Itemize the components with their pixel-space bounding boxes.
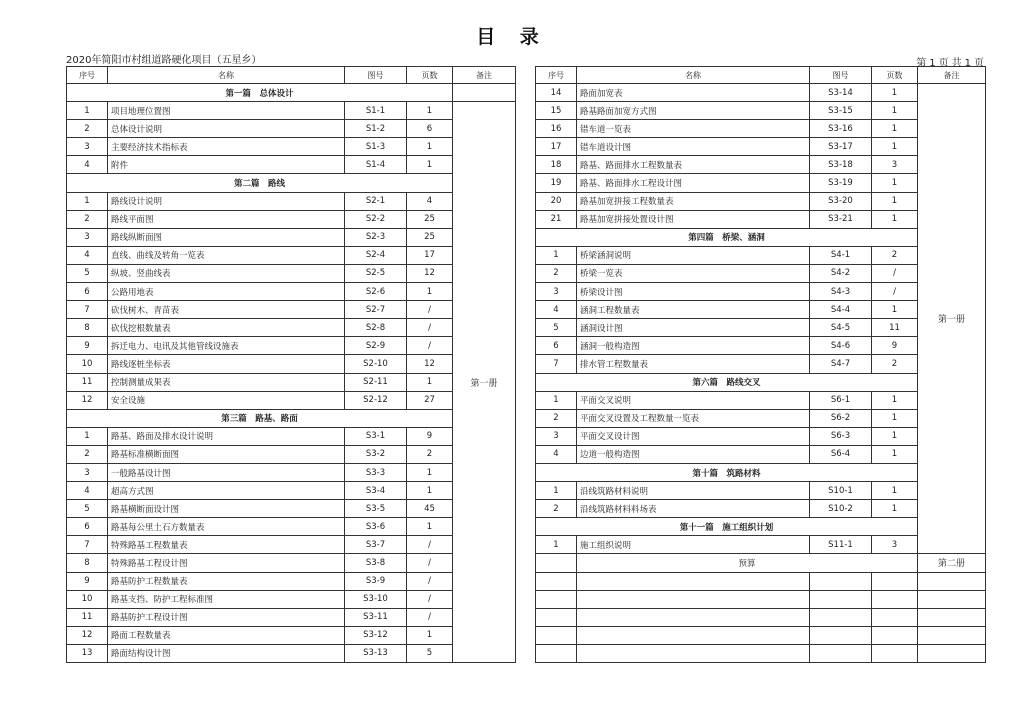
- header-code: 图号: [810, 67, 872, 84]
- row-no: 1: [536, 246, 577, 264]
- row-code: S2-8: [345, 319, 407, 337]
- row-no: 2: [67, 120, 108, 138]
- row-no: 10: [67, 590, 108, 608]
- row-name: 特殊路基工程数量表: [108, 536, 345, 554]
- row-code: S3-4: [345, 482, 407, 500]
- row-name: 路基支挡、防护工程标准图: [108, 590, 345, 608]
- row-no: [536, 626, 577, 644]
- row-pages: 1: [872, 482, 918, 500]
- row-note: 第一册: [453, 102, 516, 663]
- row-no: 9: [67, 572, 108, 590]
- row-pages: 1: [407, 518, 453, 536]
- row-name: 路线设计说明: [108, 192, 345, 210]
- row-code: S3-13: [345, 644, 407, 662]
- section-row: [67, 174, 516, 192]
- section-title: 第四篇 桥梁、涵洞: [536, 228, 918, 246]
- row-note: [453, 84, 516, 102]
- row-code: S2-7: [345, 301, 407, 319]
- row-note: [918, 572, 986, 590]
- row-no: 3: [536, 283, 577, 301]
- row-name: 路面加宽表: [577, 84, 810, 102]
- row-pages: 1: [407, 102, 453, 120]
- row-pages: 1: [872, 500, 918, 518]
- section-row: [67, 409, 516, 427]
- row-code: S3-2: [345, 445, 407, 463]
- table-row: [67, 427, 516, 445]
- row-no: 1: [67, 192, 108, 210]
- row-no: 13: [67, 644, 108, 662]
- row-name: 路面结构设计图: [108, 644, 345, 662]
- row-code: S3-11: [345, 608, 407, 626]
- row-name: 桥梁涵洞说明: [577, 246, 810, 264]
- row-name: 错车道设计图: [577, 138, 810, 156]
- row-code: S3-19: [810, 174, 872, 192]
- row-no: 20: [536, 192, 577, 210]
- row-name: 路基每公里土石方数量表: [108, 518, 345, 536]
- row-no: [536, 644, 577, 662]
- row-code: S1-2: [345, 120, 407, 138]
- row-no: 12: [67, 391, 108, 409]
- row-code: S2-4: [345, 246, 407, 264]
- row-pages: 25: [407, 228, 453, 246]
- row-code: S4-5: [810, 319, 872, 337]
- table-row: [67, 138, 516, 156]
- table-row: [67, 337, 516, 355]
- row-code: [810, 644, 872, 662]
- row-code: S6-3: [810, 427, 872, 445]
- row-pages: 4: [407, 192, 453, 210]
- header-note: 备注: [918, 67, 986, 84]
- row-code: S2-1: [345, 192, 407, 210]
- row-name: 桥梁一览表: [577, 264, 810, 282]
- row-pages: 11: [872, 319, 918, 337]
- row-name: 路基、路面排水工程数量表: [577, 156, 810, 174]
- row-code: S6-1: [810, 391, 872, 409]
- row-no: [536, 608, 577, 626]
- row-name: 沿线筑路材料说明: [577, 482, 810, 500]
- table-row: [67, 518, 516, 536]
- row-note: [918, 590, 986, 608]
- row-name: 边道一般构造图: [577, 445, 810, 463]
- section-title: 第一篇 总体设计: [67, 84, 453, 102]
- table-row: [67, 572, 516, 590]
- row-name: 一般路基设计图: [108, 463, 345, 481]
- row-name: 路线平面图: [108, 210, 345, 228]
- row-no: [536, 572, 577, 590]
- row-pages: [872, 626, 918, 644]
- row-pages: /: [872, 283, 918, 301]
- row-code: S2-3: [345, 228, 407, 246]
- row-name: 特殊路基工程设计图: [108, 554, 345, 572]
- table-row: [67, 246, 516, 264]
- row-pages: 6: [407, 120, 453, 138]
- table-row: [67, 373, 516, 391]
- row-code: S3-20: [810, 192, 872, 210]
- header-code: 图号: [345, 67, 407, 84]
- row-name: 路线纵断面图: [108, 228, 345, 246]
- row-pages: /: [407, 572, 453, 590]
- row-name: 平面交叉设计图: [577, 427, 810, 445]
- row-pages: 1: [872, 301, 918, 319]
- row-no: 2: [536, 264, 577, 282]
- table-row: [536, 572, 986, 590]
- row-pages: 1: [872, 138, 918, 156]
- row-pages: 27: [407, 391, 453, 409]
- row-name: 桥梁设计图: [577, 283, 810, 301]
- row-code: S3-21: [810, 210, 872, 228]
- row-no: 18: [536, 156, 577, 174]
- table-header: [67, 67, 516, 84]
- row-no: 5: [67, 264, 108, 282]
- row-name: 直线、曲线及转角一览表: [108, 246, 345, 264]
- section-title: 第三篇 路基、路面: [67, 409, 453, 427]
- table-row: [67, 500, 516, 518]
- table-row: [67, 482, 516, 500]
- table-row: [67, 264, 516, 282]
- project-name: 2020年简阳市村组道路硬化项目（五星乡）: [66, 55, 262, 66]
- row-no: 3: [536, 427, 577, 445]
- row-note: [918, 608, 986, 626]
- row-no: 2: [536, 500, 577, 518]
- row-code: S10-1: [810, 482, 872, 500]
- row-pages: 2: [872, 246, 918, 264]
- row-pages: 5: [407, 644, 453, 662]
- row-pages: 3: [872, 536, 918, 554]
- row-no: 7: [67, 301, 108, 319]
- row-code: S1-4: [345, 156, 407, 174]
- table-row: [536, 608, 986, 626]
- table-row: [67, 391, 516, 409]
- page-info: 第 1 页 共 1 页: [916, 58, 984, 69]
- row-code: S4-1: [810, 246, 872, 264]
- header-no: 序号: [536, 67, 577, 84]
- row-name: 超高方式图: [108, 482, 345, 500]
- row-name: 路基标准横断面图: [108, 445, 345, 463]
- row-pages: 1: [872, 409, 918, 427]
- row-pages: /: [407, 554, 453, 572]
- table-row: [536, 644, 986, 662]
- row-no: 6: [67, 283, 108, 301]
- row-name: 公路用地表: [108, 283, 345, 301]
- row-pages: /: [407, 337, 453, 355]
- row-name: 项目地理位置图: [108, 102, 345, 120]
- row-code: S3-12: [345, 626, 407, 644]
- row-no: 11: [67, 608, 108, 626]
- row-no: 1: [536, 482, 577, 500]
- row-name: 主要经济技术指标表: [108, 138, 345, 156]
- row-pages: 25: [407, 210, 453, 228]
- row-code: S3-5: [345, 500, 407, 518]
- row-no: 17: [536, 138, 577, 156]
- row-pages: 1: [407, 156, 453, 174]
- row-pages: 12: [407, 355, 453, 373]
- row-name: 涵洞工程数量表: [577, 301, 810, 319]
- row-pages: /: [407, 319, 453, 337]
- row-name: 路基横断面设计图: [108, 500, 345, 518]
- table-row: [67, 463, 516, 481]
- row-code: [810, 608, 872, 626]
- row-note: [918, 644, 986, 662]
- row-code: S2-9: [345, 337, 407, 355]
- row-name: 拆迁电力、电讯及其他管线设施表: [108, 337, 345, 355]
- row-name: 纵坡、竖曲线表: [108, 264, 345, 282]
- table-row: [67, 156, 516, 174]
- row-pages: [872, 608, 918, 626]
- table-row: [67, 120, 516, 138]
- row-no: 16: [536, 120, 577, 138]
- row-name: [577, 608, 810, 626]
- row-no: 8: [67, 319, 108, 337]
- row-name: 路基防护工程设计图: [108, 608, 345, 626]
- row-no: 3: [67, 463, 108, 481]
- row-pages: 1: [872, 445, 918, 463]
- table-row: [536, 84, 986, 102]
- row-no: 3: [67, 138, 108, 156]
- row-pages: [872, 644, 918, 662]
- row-pages: 1: [872, 174, 918, 192]
- row-pages: 1: [872, 210, 918, 228]
- row-no: [536, 554, 577, 572]
- table-row: [67, 554, 516, 572]
- left-contents-table: [66, 66, 516, 663]
- section-title: 第六篇 路线交叉: [536, 373, 918, 391]
- row-name: 路基防护工程数量表: [108, 572, 345, 590]
- row-pages: 1: [407, 482, 453, 500]
- section-title: 第十篇 筑路材料: [536, 463, 918, 481]
- row-code: S3-18: [810, 156, 872, 174]
- row-code: S3-16: [810, 120, 872, 138]
- row-name: 沿线筑路材料料场表: [577, 500, 810, 518]
- row-no: 5: [67, 500, 108, 518]
- row-code: S3-7: [345, 536, 407, 554]
- table-row: [67, 283, 516, 301]
- row-code: S2-2: [345, 210, 407, 228]
- row-no: 21: [536, 210, 577, 228]
- page-title: 目 录: [476, 26, 548, 48]
- row-name: 路基、路面排水工程设计图: [577, 174, 810, 192]
- row-code: S3-17: [810, 138, 872, 156]
- table-row: [67, 644, 516, 662]
- row-no: 2: [536, 409, 577, 427]
- row-code: S3-10: [345, 590, 407, 608]
- row-code: S4-7: [810, 355, 872, 373]
- row-no: 4: [536, 301, 577, 319]
- row-name: 排水管工程数量表: [577, 355, 810, 373]
- row-code: S3-14: [810, 84, 872, 102]
- row-no: 15: [536, 102, 577, 120]
- table-row: [67, 102, 516, 120]
- row-no: 5: [536, 319, 577, 337]
- row-no: 7: [67, 536, 108, 554]
- row-no: 1: [67, 102, 108, 120]
- row-no: 14: [536, 84, 577, 102]
- row-pages: 1: [407, 463, 453, 481]
- row-name: 附件: [108, 156, 345, 174]
- row-pages: 45: [407, 500, 453, 518]
- table-row: [67, 445, 516, 463]
- header-name: 名称: [577, 67, 810, 84]
- row-name: 控制测量成果表: [108, 373, 345, 391]
- row-no: 4: [67, 156, 108, 174]
- row-name: 预算: [577, 554, 918, 572]
- row-name: 砍伐树木、青苗表: [108, 301, 345, 319]
- row-code: S2-11: [345, 373, 407, 391]
- row-name: [577, 644, 810, 662]
- row-name: 砍伐挖根数量表: [108, 319, 345, 337]
- row-no: 4: [536, 445, 577, 463]
- row-no: 10: [67, 355, 108, 373]
- row-code: S2-6: [345, 283, 407, 301]
- table-row: [536, 554, 986, 572]
- row-code: S3-3: [345, 463, 407, 481]
- row-name: 安全设施: [108, 391, 345, 409]
- table-row: [67, 319, 516, 337]
- row-pages: 17: [407, 246, 453, 264]
- row-name: 平面交叉说明: [577, 391, 810, 409]
- table-row: [67, 228, 516, 246]
- row-pages: 1: [407, 138, 453, 156]
- row-no: 6: [536, 337, 577, 355]
- row-name: 路基加宽拼接工程数量表: [577, 192, 810, 210]
- row-pages: 12: [407, 264, 453, 282]
- row-pages: [872, 572, 918, 590]
- row-pages: /: [407, 536, 453, 554]
- row-code: S4-2: [810, 264, 872, 282]
- row-code: S1-1: [345, 102, 407, 120]
- row-name: 路基路面加宽方式图: [577, 102, 810, 120]
- row-note: 第二册: [918, 554, 986, 572]
- row-code: S3-9: [345, 572, 407, 590]
- row-pages: 2: [872, 355, 918, 373]
- row-no: 11: [67, 373, 108, 391]
- row-pages: 1: [872, 391, 918, 409]
- row-name: 施工组织说明: [577, 536, 810, 554]
- section-title: 第十一篇 施工组织计划: [536, 518, 918, 536]
- table-row: [67, 210, 516, 228]
- table-row: [67, 355, 516, 373]
- row-pages: /: [407, 301, 453, 319]
- row-no: 9: [67, 337, 108, 355]
- row-name: [577, 626, 810, 644]
- row-no: 1: [536, 391, 577, 409]
- row-no: 7: [536, 355, 577, 373]
- row-pages: 1: [407, 626, 453, 644]
- header-no: 序号: [67, 67, 108, 84]
- table-row: [67, 192, 516, 210]
- row-code: S1-3: [345, 138, 407, 156]
- row-code: S3-15: [810, 102, 872, 120]
- row-code: S10-2: [810, 500, 872, 518]
- row-pages: 1: [872, 102, 918, 120]
- row-no: 8: [67, 554, 108, 572]
- row-name: 错车道一览表: [577, 120, 810, 138]
- table-row: [536, 590, 986, 608]
- row-no: 2: [67, 210, 108, 228]
- row-code: [810, 626, 872, 644]
- row-name: 涵洞设计图: [577, 319, 810, 337]
- row-pages: 1: [872, 120, 918, 138]
- row-pages: [872, 590, 918, 608]
- table-row: [67, 536, 516, 554]
- table-row: [67, 590, 516, 608]
- row-name: 路面工程数量表: [108, 626, 345, 644]
- row-name: 路线逐桩坐标表: [108, 355, 345, 373]
- row-name: 总体设计说明: [108, 120, 345, 138]
- row-no: 19: [536, 174, 577, 192]
- row-pages: /: [872, 264, 918, 282]
- right-contents-table: [535, 66, 986, 663]
- table-row: [67, 301, 516, 319]
- row-code: [810, 572, 872, 590]
- row-no: 12: [67, 626, 108, 644]
- header-note: 备注: [453, 67, 516, 84]
- row-no: 1: [67, 427, 108, 445]
- row-name: 路基加宽拼接处置设计图: [577, 210, 810, 228]
- section-row: [67, 84, 516, 102]
- row-code: S4-6: [810, 337, 872, 355]
- header-pages: 页数: [872, 67, 918, 84]
- row-code: S3-8: [345, 554, 407, 572]
- row-code: S4-4: [810, 301, 872, 319]
- row-note: 第一册: [918, 84, 986, 554]
- row-pages: 1: [407, 373, 453, 391]
- row-code: S3-6: [345, 518, 407, 536]
- row-pages: 2: [407, 445, 453, 463]
- row-pages: 3: [872, 156, 918, 174]
- row-code: S6-4: [810, 445, 872, 463]
- row-no: 6: [67, 518, 108, 536]
- row-pages: 1: [407, 283, 453, 301]
- table-header: [536, 67, 986, 84]
- row-pages: 9: [872, 337, 918, 355]
- row-code: S3-1: [345, 427, 407, 445]
- row-code: S6-2: [810, 409, 872, 427]
- row-note: [918, 626, 986, 644]
- row-pages: 1: [872, 192, 918, 210]
- table-row: [67, 626, 516, 644]
- row-code: S2-12: [345, 391, 407, 409]
- row-name: 路基、路面及排水设计说明: [108, 427, 345, 445]
- row-no: 4: [67, 482, 108, 500]
- row-pages: /: [407, 590, 453, 608]
- row-pages: /: [407, 608, 453, 626]
- row-no: 2: [67, 445, 108, 463]
- row-name: [577, 572, 810, 590]
- row-name: [577, 590, 810, 608]
- table-row: [67, 608, 516, 626]
- row-pages: 9: [407, 427, 453, 445]
- header-pages: 页数: [407, 67, 453, 84]
- section-title: 第二篇 路线: [67, 174, 453, 192]
- header-name: 名称: [108, 67, 345, 84]
- row-no: 3: [67, 228, 108, 246]
- row-no: 1: [536, 536, 577, 554]
- row-pages: 1: [872, 84, 918, 102]
- row-code: S2-10: [345, 355, 407, 373]
- row-code: S2-5: [345, 264, 407, 282]
- row-code: [810, 590, 872, 608]
- row-name: 平面交叉设置及工程数量一览表: [577, 409, 810, 427]
- row-code: S11-1: [810, 536, 872, 554]
- row-no: [536, 590, 577, 608]
- table-row: [536, 626, 986, 644]
- row-pages: 1: [872, 427, 918, 445]
- row-name: 涵洞一般构造图: [577, 337, 810, 355]
- row-code: S4-3: [810, 283, 872, 301]
- row-no: 4: [67, 246, 108, 264]
